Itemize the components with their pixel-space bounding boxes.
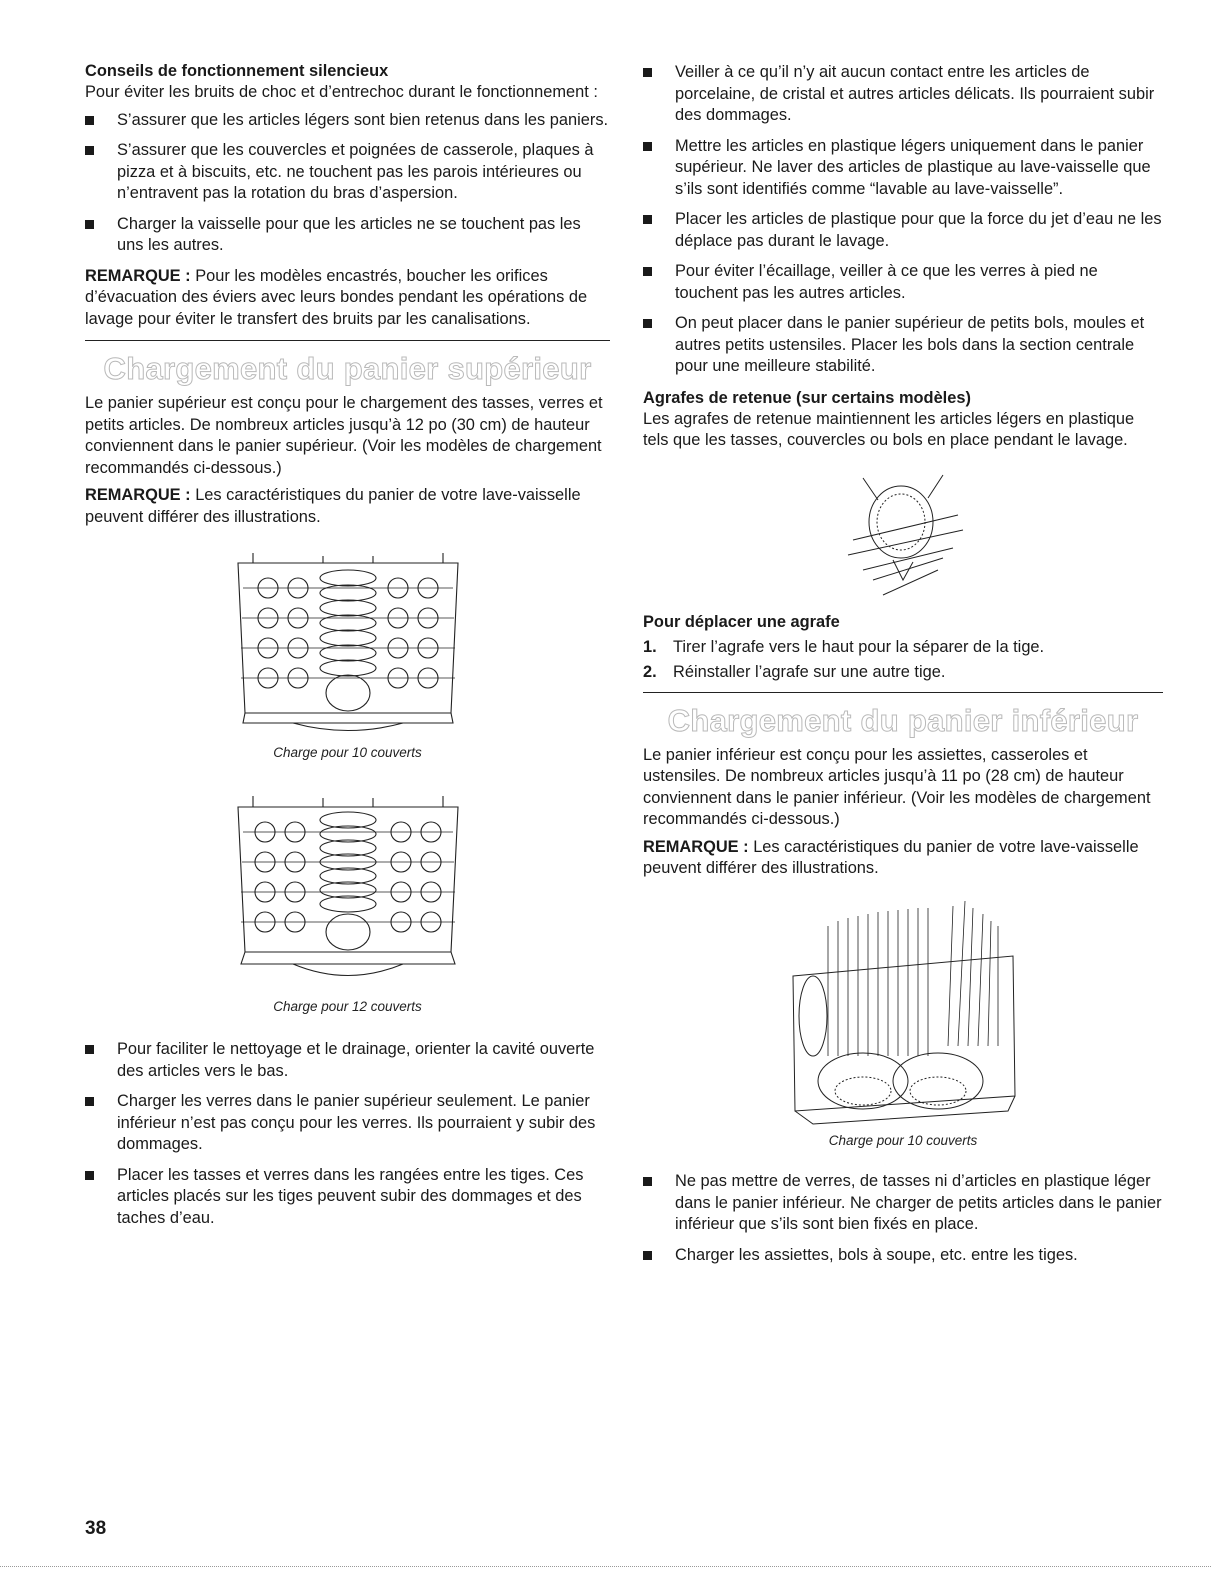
- lower-rack-intro: Le panier inférieur est conçu pour les assiettes, casseroles et ustensiles. De nombreux articles jusqu’à 11 po (28 cm) de hauteur conviennent dans le panier inférieur. (Voir les modèles de chargement recommandés ci-dessous.): [643, 745, 1151, 828]
- note-built-in: REMARQUE : Pour les modèles encastrés, boucher les orifices d’évacuation des éviers avec leurs bondes pendant les opérations de lavage pour éviter le transfert des bruits par les canalisations.: [85, 266, 588, 328]
- list-item: 1. Tirer l’agrafe vers le haut pour la séparer de la tige.: [643, 637, 1045, 656]
- clips-heading: Agrafes de retenue (sur certains modèles): [643, 388, 971, 407]
- move-clip-steps: [643, 637, 1163, 684]
- delicate-items-list: [643, 62, 1163, 378]
- lower-rack-tips-list: [643, 1171, 1163, 1266]
- bullet-icon: [643, 267, 652, 276]
- bullet-icon: [85, 1097, 94, 1106]
- note-rack-features: REMARQUE : Les caractéristiques du panier de votre lave-vaisselle peuvent différer des illustrations.: [85, 486, 581, 526]
- bullet-icon: [85, 220, 94, 229]
- bullet-icon: [85, 1171, 94, 1180]
- bullet-icon: [643, 68, 652, 77]
- list-item: Pour faciliter le nettoyage et le drainage, orienter la cavité ouverte des articles vers le bas.: [85, 1039, 610, 1082]
- bullet-icon: [643, 319, 652, 328]
- move-clip-heading: Pour déplacer une agrafe: [643, 612, 840, 631]
- retaining-clip-illustration: [833, 470, 973, 605]
- page-number: 38: [85, 1518, 107, 1539]
- list-item: Veiller à ce qu’il n’y ait aucun contact entre les articles de porcelaine, de cristal et autres articles délicats. Ils pourraient subir des dommages.: [643, 62, 1163, 127]
- list-item: Charger la vaisselle pour que les articles ne se touchent pas les uns les autres.: [85, 214, 610, 257]
- upper-rack-10-place-illustration: [223, 548, 473, 738]
- bullet-icon: [85, 116, 94, 125]
- quiet-tips-intro: Pour éviter les bruits de choc et d’entrechoc durant le fonctionnement :: [85, 83, 598, 101]
- list-item: Charger les verres dans le panier supérieur seulement. Le panier inférieur n’est pas conçu pour les verres. Ils pourraient y subir des dommages.: [85, 1091, 610, 1156]
- bullet-icon: [643, 1177, 652, 1186]
- list-item: Placer les articles de plastique pour que la force du jet d’eau ne les déplace pas durant le lavage.: [643, 209, 1163, 252]
- clips-text: Les agrafes de retenue maintiennent les articles légers en plastique tels que les tasses, couvercles ou bols en place pendant le lavage.: [643, 409, 1135, 449]
- quiet-tips-list: [85, 110, 610, 257]
- list-item: Placer les tasses et verres dans les rangées entre les tiges. Ces articles placés sur les tiges peuvent subir des dommages et des taches d’eau.: [85, 1165, 610, 1230]
- caption-lower-10: Charge pour 10 couverts: [828, 1132, 978, 1148]
- list-item: Mettre les articles en plastique légers uniquement dans le panier supérieur. Ne laver des articles de plastique au lave-vaisselle que s’ils sont identifiés comme “lavable au lave-vaisselle”.: [643, 136, 1163, 201]
- bullet-icon: [643, 142, 652, 151]
- caption-upper-12: Charge pour 12 couverts: [273, 998, 422, 1014]
- list-item: S’assurer que les couvercles et poignées de casserole, plaques à pizza et à biscuits, etc. ne touchent pas les parois intérieures ou n’entravent pas la rotation du bras d’aspersion.: [85, 140, 610, 205]
- caption-upper-10: Charge pour 10 couverts: [273, 745, 422, 760]
- bullet-icon: [643, 215, 652, 224]
- bullet-icon: [643, 1251, 652, 1260]
- left-column: [85, 60, 610, 1238]
- lower-rack-title: Chargement du panier inférieur: [667, 702, 1139, 738]
- upper-rack-intro: Le panier supérieur est conçu pour le chargement des tasses, verres et petits articles. De nombreux articles jusqu’à 12 po (30 cm) de hauteur conviennent dans le panier supérieur. (Voir les modèles de chargement recommandés ci-dessous.): [85, 394, 603, 477]
- note-rack-features: REMARQUE : Les caractéristiques du panier de votre lave-vaisselle peuvent différer des illustrations.: [643, 837, 1139, 877]
- right-column: [643, 60, 1163, 1275]
- list-item: Ne pas mettre de verres, de tasses ni d’articles en plastique léger dans le panier inférieur. Ne charger de petits articles dans le panier inférieur que s’ils sont bien fixés en place.: [643, 1171, 1163, 1236]
- section-divider: [643, 692, 1163, 693]
- quiet-tips-heading: Conseils de fonctionnement silencieux: [85, 62, 389, 80]
- list-item: Charger les assiettes, bols à soupe, etc. entre les tiges.: [643, 1245, 1163, 1267]
- bullet-icon: [85, 1045, 94, 1054]
- list-item: Pour éviter l’écaillage, veiller à ce que les verres à pied ne touchent pas les autres articles.: [643, 261, 1163, 304]
- list-item: 2. Réinstaller l’agrafe sur une autre tige.: [643, 663, 946, 681]
- upper-rack-12-place-illustration: [223, 792, 473, 992]
- section-divider: [85, 340, 610, 341]
- upper-rack-tips-list: [85, 1039, 610, 1229]
- bullet-icon: [85, 146, 94, 155]
- lower-rack-10-place-illustration: [783, 896, 1023, 1126]
- list-item: S’assurer que les articles légers sont bien retenus dans les paniers.: [85, 110, 610, 132]
- upper-rack-title: Chargement du panier supérieur: [103, 351, 592, 386]
- page-bottom-edge: [0, 1566, 1211, 1567]
- list-item: On peut placer dans le panier supérieur de petits bols, moules et autres petits ustensiles. Placer les bols dans la section centrale pour une meilleure stabilité.: [643, 313, 1163, 378]
